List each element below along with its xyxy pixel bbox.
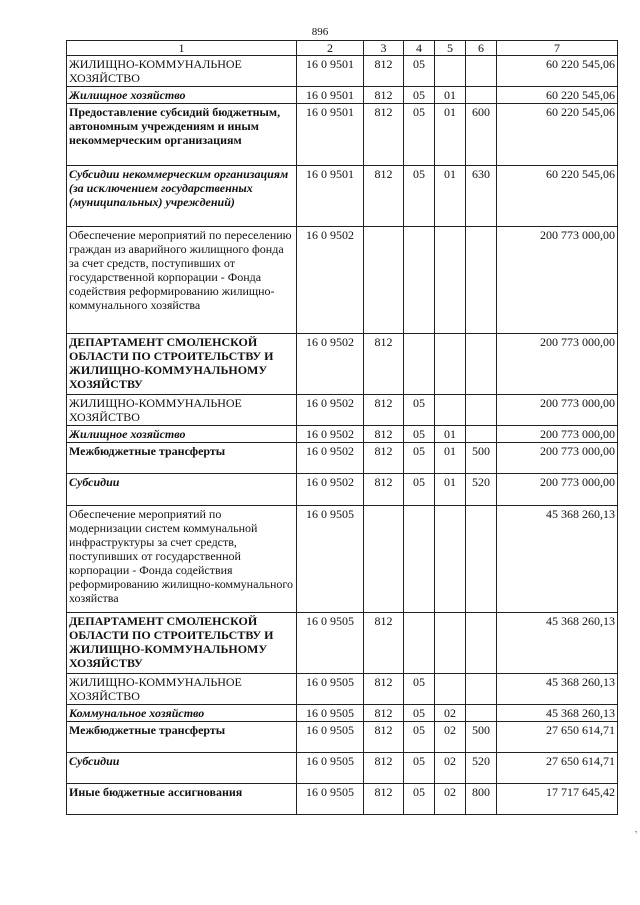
table-row — [67, 443, 618, 474]
row-col6-cell: 520 — [466, 474, 497, 506]
row-sum-cell: 200 773 000,00 — [497, 227, 618, 334]
row-code-cell: 16 0 9502 — [297, 443, 364, 474]
table-row — [67, 784, 618, 815]
header-col-7: 7 — [497, 41, 618, 56]
row-sum-cell: 200 773 000,00 — [497, 443, 618, 474]
row-col3-cell: 812 — [364, 474, 404, 506]
row-col6-cell — [466, 613, 497, 674]
row-col4-cell: 05 — [404, 753, 435, 784]
row-col4-cell: 05 — [404, 104, 435, 166]
row-col4-cell: 05 — [404, 166, 435, 227]
row-col4-cell — [404, 506, 435, 613]
row-col3-cell: 812 — [364, 443, 404, 474]
header-col-6: 6 — [466, 41, 497, 56]
row-code-cell: 16 0 9502 — [297, 395, 364, 426]
row-col3-cell: 812 — [364, 426, 404, 443]
table-row — [67, 166, 618, 227]
row-code-cell: 16 0 9502 — [297, 474, 364, 506]
row-sum-cell: 27 650 614,71 — [497, 722, 618, 753]
row-name-cell: Межбюджетные трансферты — [67, 443, 297, 474]
budget-table — [66, 40, 618, 815]
row-code-cell: 16 0 9502 — [297, 227, 364, 334]
header-col-3: 3 — [364, 41, 404, 56]
row-col3-cell: 812 — [364, 166, 404, 227]
row-col5-cell: 02 — [435, 722, 466, 753]
row-col5-cell — [435, 674, 466, 705]
table-row — [67, 753, 618, 784]
row-name-cell: Предоставление субсидий бюджетным, автономным учреждениям и иным некоммерческим организациям — [67, 104, 297, 166]
table-row — [67, 87, 618, 104]
row-col3-cell — [364, 506, 404, 613]
row-col4-cell — [404, 334, 435, 395]
row-col4-cell: 05 — [404, 443, 435, 474]
row-sum-cell: 200 773 000,00 — [497, 334, 618, 395]
table-row — [67, 334, 618, 395]
row-sum-cell: 27 650 614,71 — [497, 753, 618, 784]
row-name-cell: Субсидии некоммерческим организациям (за исключением государственных (муниципальных) учреждений) — [67, 166, 297, 227]
row-code-cell: 16 0 9505 — [297, 705, 364, 722]
row-name-cell: Жилищное хозяйство — [67, 87, 297, 104]
row-col3-cell: 812 — [364, 395, 404, 426]
row-col5-cell: 01 — [435, 426, 466, 443]
row-col5-cell: 02 — [435, 753, 466, 784]
row-sum-cell: 45 368 260,13 — [497, 705, 618, 722]
row-col5-cell — [435, 613, 466, 674]
row-col4-cell: 05 — [404, 87, 435, 104]
row-col4-cell — [404, 613, 435, 674]
row-col5-cell — [435, 395, 466, 426]
row-col4-cell: 05 — [404, 395, 435, 426]
row-col5-cell: 02 — [435, 784, 466, 815]
row-code-cell: 16 0 9501 — [297, 87, 364, 104]
row-name-cell: ЖИЛИЩНО-КОММУНАЛЬНОЕ ХОЗЯЙСТВО — [67, 674, 297, 705]
table-row — [67, 705, 618, 722]
row-col3-cell: 812 — [364, 104, 404, 166]
row-col3-cell: 812 — [364, 674, 404, 705]
row-col5-cell: 01 — [435, 87, 466, 104]
row-col6-cell: 500 — [466, 443, 497, 474]
table-row — [67, 674, 618, 705]
row-col3-cell — [364, 227, 404, 334]
table-row — [67, 395, 618, 426]
row-col5-cell: 01 — [435, 443, 466, 474]
row-col6-cell: 630 — [466, 166, 497, 227]
row-name-cell: Обеспечение мероприятий по переселению граждан из аварийного жилищного фонда за счет средств, поступивших от государственной корпорации - Фонда содействия реформированию жилищно-коммунального хозяйства — [67, 227, 297, 334]
row-col5-cell — [435, 227, 466, 334]
row-col6-cell — [466, 227, 497, 334]
row-code-cell: 16 0 9505 — [297, 506, 364, 613]
header-col-5: 5 — [435, 41, 466, 56]
header-col-1: 1 — [67, 41, 297, 56]
row-name-cell: Субсидии — [67, 753, 297, 784]
row-col4-cell: 05 — [404, 674, 435, 705]
header-col-4: 4 — [404, 41, 435, 56]
row-code-cell: 16 0 9505 — [297, 722, 364, 753]
row-code-cell: 16 0 9501 — [297, 56, 364, 87]
row-code-cell: 16 0 9502 — [297, 334, 364, 395]
row-col3-cell: 812 — [364, 87, 404, 104]
table-row — [67, 426, 618, 443]
row-col5-cell: 01 — [435, 166, 466, 227]
table-row — [67, 722, 618, 753]
row-col4-cell: 05 — [404, 426, 435, 443]
row-name-cell: ЖИЛИЩНО-КОММУНАЛЬНОЕ ХОЗЯЙСТВО — [67, 395, 297, 426]
row-col6-cell — [466, 506, 497, 613]
table-row — [67, 56, 618, 87]
row-code-cell: 16 0 9505 — [297, 753, 364, 784]
row-col6-cell: 520 — [466, 753, 497, 784]
row-sum-cell: 45 368 260,13 — [497, 613, 618, 674]
row-sum-cell: 45 368 260,13 — [497, 506, 618, 613]
row-col6-cell — [466, 705, 497, 722]
row-sum-cell: 60 220 545,06 — [497, 104, 618, 166]
row-col5-cell — [435, 334, 466, 395]
row-col6-cell: 600 — [466, 104, 497, 166]
row-col4-cell — [404, 227, 435, 334]
row-name-cell: ЖИЛИЩНО-КОММУНАЛЬНОЕ ХОЗЯЙСТВО — [67, 56, 297, 87]
table-row — [67, 227, 618, 334]
row-code-cell: 16 0 9505 — [297, 613, 364, 674]
row-name-cell: ДЕПАРТАМЕНТ СМОЛЕНСКОЙ ОБЛАСТИ ПО СТРОИТЕЛЬСТВУ И ЖИЛИЩНО-КОММУНАЛЬНОМУ ХОЗЯЙСТВУ — [67, 334, 297, 395]
row-col3-cell: 812 — [364, 613, 404, 674]
row-code-cell: 16 0 9505 — [297, 784, 364, 815]
row-col6-cell — [466, 395, 497, 426]
row-col6-cell — [466, 87, 497, 104]
table-row — [67, 474, 618, 506]
row-col6-cell: 500 — [466, 722, 497, 753]
row-col3-cell: 812 — [364, 56, 404, 87]
row-col6-cell — [466, 426, 497, 443]
scan-mark: , — [631, 823, 638, 836]
row-col4-cell: 05 — [404, 705, 435, 722]
header-row — [67, 41, 618, 56]
row-sum-cell: 60 220 545,06 — [497, 56, 618, 87]
table-row — [67, 506, 618, 613]
row-col5-cell: 01 — [435, 104, 466, 166]
row-col3-cell: 812 — [364, 705, 404, 722]
row-name-cell: Субсидии — [67, 474, 297, 506]
row-name-cell: Коммунальное хозяйство — [67, 705, 297, 722]
table-row — [67, 613, 618, 674]
row-col3-cell: 812 — [364, 753, 404, 784]
row-sum-cell: 200 773 000,00 — [497, 474, 618, 506]
page-number: 896 — [311, 26, 329, 38]
row-name-cell: Жилищное хозяйство — [67, 426, 297, 443]
row-col4-cell: 05 — [404, 722, 435, 753]
row-name-cell: Межбюджетные трансферты — [67, 722, 297, 753]
row-code-cell: 16 0 9501 — [297, 166, 364, 227]
row-col4-cell: 05 — [404, 784, 435, 815]
table-row — [67, 104, 618, 166]
row-sum-cell: 45 368 260,13 — [497, 674, 618, 705]
row-col4-cell: 05 — [404, 474, 435, 506]
header-col-2: 2 — [297, 41, 364, 56]
row-sum-cell: 17 717 645,42 — [497, 784, 618, 815]
row-sum-cell: 200 773 000,00 — [497, 426, 618, 443]
row-col5-cell — [435, 506, 466, 613]
row-sum-cell: 60 220 545,06 — [497, 87, 618, 104]
row-sum-cell: 60 220 545,06 — [497, 166, 618, 227]
row-code-cell: 16 0 9501 — [297, 104, 364, 166]
row-code-cell: 16 0 9502 — [297, 426, 364, 443]
row-col3-cell: 812 — [364, 722, 404, 753]
row-name-cell: Иные бюджетные ассигнования — [67, 784, 297, 815]
row-name-cell: Обеспечение мероприятий по модернизации систем коммунальной инфраструктуры за счет средств, поступивших от государственной корпорации - Фонда содействия реформированию жилищно-коммунального хозяйства — [67, 506, 297, 613]
row-col5-cell — [435, 56, 466, 87]
row-col5-cell: 02 — [435, 705, 466, 722]
row-sum-cell: 200 773 000,00 — [497, 395, 618, 426]
row-code-cell: 16 0 9505 — [297, 674, 364, 705]
row-name-cell: ДЕПАРТАМЕНТ СМОЛЕНСКОЙ ОБЛАСТИ ПО СТРОИТЕЛЬСТВУ И ЖИЛИЩНО-КОММУНАЛЬНОМУ ХОЗЯЙСТВУ — [67, 613, 297, 674]
row-col6-cell — [466, 334, 497, 395]
row-col4-cell: 05 — [404, 56, 435, 87]
row-col3-cell: 812 — [364, 784, 404, 815]
row-col5-cell: 01 — [435, 474, 466, 506]
row-col3-cell: 812 — [364, 334, 404, 395]
row-col6-cell: 800 — [466, 784, 497, 815]
row-col6-cell — [466, 56, 497, 87]
row-col6-cell — [466, 674, 497, 705]
